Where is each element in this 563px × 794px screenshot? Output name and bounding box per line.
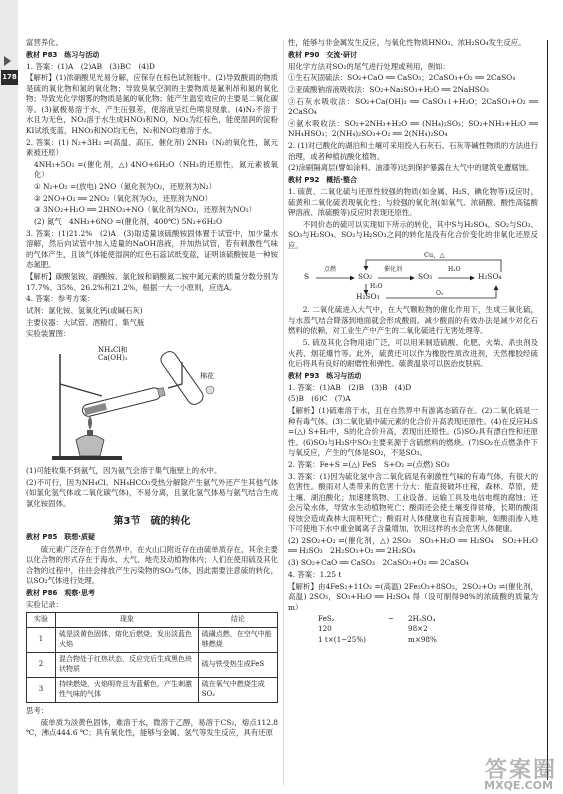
text-line: 思考： — [26, 705, 49, 715]
table-cell: 3 — [27, 677, 56, 702]
equation-line: ③ 3NO₂+H₂O ══ 2HNO₃+NO（氧化剂为NO₂，还原剂为NO₂） — [34, 205, 257, 215]
diagram-label-water: H₂O — [448, 266, 461, 274]
table-header-row — [27, 613, 278, 628]
diagram-label-catalyst: 催化剂 — [384, 266, 403, 274]
table-header-cell: 结论 — [198, 613, 277, 628]
answer-paragraph: 3. 答案：(1)因为硫化氢中含二氧化硫是有刺激性气味的有毒气体，有很大的危害性。酸雨对人类带来的危害十分大：能直接破坏庄稼，森林、草原，使土壤、湖泊酸化；加速建筑物、工业设备、运输工具及电信电缆的腐蚀；还会污染水体，导致水生动植物死亡；酸雨还会使土壤变得贫瘠，长期的酸雨侵蚀会造成森林大面积死亡；酸雨对人体健康也有直接影响，如酸雨渗入地下可使地下水中重金属离子含量增加，饮用这样的水会危害人体健康。 — [288, 471, 538, 534]
calc-cell: ~ — [388, 614, 395, 624]
right-margin-line — [547, 40, 548, 780]
diagram-node-h2so3: H₂SO₃ — [356, 292, 380, 302]
table-header-cell: 现象 — [56, 613, 199, 628]
text-paragraph: 硫单质为淡黄色固体，难溶于水，微溶于乙醇，易溶于CS₂，熔点112.8 ℃，沸点444.6 ℃；具有氧化性，能够与金属、氢气等发生反应，具有还原 — [26, 717, 278, 738]
text-line: 主要仪器：大试管、酒精灯、集气瓶 — [26, 317, 145, 327]
equation-line: ② 2NO+O₂ ══ 2NO₂（氧化剂为O₂，还原剂为NO） — [34, 193, 213, 203]
section-title: 第3节 硫的转化 — [113, 516, 191, 528]
calc-cell: FeS₂ — [318, 614, 335, 624]
text-paragraph: 硫元素广泛存在于自然界中，在火山口附近存在由硫单质存在，其余主要以化合物的形式存在于海水、大气、地壳及动植物体内；人们在使用硫及其化合物的过程中，往往会排放产生污染物的SO₂气体，因此需要注意硫的转化，以SO₂气体进行处理。 — [26, 544, 278, 586]
equation-line: ④氨水吸收法：SO₂+2NH₃+H₂O ══ (NH₄)₂SO₃；SO₂+NH₃+H₂O ══ NH₄HSO₃；2(NH₄)₂SO₃+O₂ ══ 2(NH₄)₂SO₄ — [288, 118, 538, 139]
page-sidebar — [0, 0, 18, 794]
textbook-section-heading: 教材 P85 联想·质疑 — [26, 533, 95, 542]
text-paragraph: 1. 硫黄、二氧化硫与还原性较强的物质(如金属、H₂S、碘化物等)反应时，硫黄和二氧化硫表现氧化性；与较强的氧化剂(如氧气、浓硝酸、酸性高锰酸钾溶液、浓硫酸等)反应时表现还原性。 — [288, 187, 538, 218]
answer-line: 1. 答案：(1)AB (2)B (3)B (4)D — [288, 382, 412, 392]
explanation-paragraph: 【解析】由4FeS₂+11O₂ =(高温) 2Fe₂O₃+8SO₂，2SO₂+O₂ ⇌(催化剂，高温) 2SO₃，SO₃+H₂O ══ H₂SO₄ 得（设可制得98%的浓硫酸的质量为m） — [288, 581, 538, 612]
equation-line: (3) SO₂+CaO ══ CaSO₃ 2CaSO₃+O₂ ══ 2CaSO₄ — [288, 558, 469, 568]
stoichiometry-calculation — [318, 614, 538, 645]
equation-line: ③石灰水吸收法：SO₂+Ca(OH)₂ ══ CaSO₃↓+H₂O；2CaSO₃+O₂ ══ 2CaSO₄ — [288, 96, 538, 117]
table-cell: 硫是淡黄色固体，熔化后燃烧，发出淡蓝色火焰 — [56, 628, 199, 653]
table-header-cell: 实验 — [27, 613, 56, 628]
text-line: (1)可能收集不到氨气，因为氨气会溶于集气瓶壁上的水中。 — [26, 465, 222, 475]
explanation-paragraph: 【解析】(1)浓硝酸见光易分解，应保存在棕色试剂瓶中。(2)导致酸雨的物质是硫的氧化物和氮的氧化物；导致臭氧空洞的主要物质是氟利昂和氮的氧化物；导致光化学烟雾的物质是氮的氧化物；能产生温室效应的主要是二氧化碳等。(3)氨极易溶于水，产生压强差，使溶液呈红色喷泉现象。(4)N₂不溶于水且为无色，NO₂溶于水生成HNO₃和NO，NO₂为红棕色，能使湿润的淀粉KI试纸变蓝，HNO₃和NO均无色，N₂和NO均难溶于水。 — [26, 73, 278, 135]
text-paragraph: 5. 硫及其化合物用途广泛，可以用来制造硫酸、化肥、火柴、杀虫剂及火药、烟花爆竹等。此外，硫黄还可以作为橡胶性质改进剂，天然橡胶经硫化后将具有良好的耐磨性和弹性。硫黄温泉可以医治皮肤病。 — [288, 338, 538, 369]
equation-line: (2) 2SO₂+O₂ ⇌(催化剂，△) 2SO₃ SO₃+H₂O ══ H₂SO₄ SO₂+H₂O ══ H₂SO₃ 2H₂SO₃+O₂ ══ 2H₂SO₄ — [288, 535, 538, 556]
table-row — [27, 677, 278, 702]
apparatus-reagent-label-1: NH₄Cl和 — [98, 345, 128, 354]
answer-line: 4. 答案：参考方案： — [26, 294, 95, 304]
text-paragraph: (2)不可行，因为NH₄Cl、NH₄HCO₃受热分解除产生氨气外还产生其他气体(如氯化氢气体或二氧化碳气体)，不易分离，且氯化氢气体易与氨气结合生成氯化铵固体。 — [26, 477, 278, 508]
calc-cell: 98×2 — [408, 624, 428, 634]
answer-paragraph: 3. 答案：(1)21.2% (2)A (3)取适量该硫酸铵固体置于试管中，加少量水溶解，然后向试管中加入适量的NaOH溶液，并加热试管，若有刺激性气味的气体产生，且该气体能使湿润的红色石蕊试纸变蓝，证明该硫酸铵是一种铵态氮肥。 — [26, 228, 278, 270]
right-column — [288, 38, 538, 645]
text-line: 用化学方法对SO₂的尾气进行处理或利用，例如： — [288, 61, 450, 71]
text-paragraph: 不同价态的硫可以实现如下所示的转化，其中S与H₂SO₄、SO₂与SO₃、SO₃与H₂SO₄、SO₂与H₂SO₃之间的转化是没有化合价变化的非氧化还原反应。 — [288, 219, 538, 250]
table-cell: 混合物处于红热状态，反应完后生成黑色块状物质 — [56, 653, 199, 678]
textbook-section-heading: 教材 P93 练习与活动 — [288, 371, 362, 380]
equation-line: ①生石灰固硫法：SO₂+CaO ══ CaSO₃；2CaSO₃+O₂ ══ 2CaSO₄ — [288, 73, 516, 83]
equation-line: ②亚硫酸钠溶液吸收法：SO₂+Na₂SO₃+H₂O ══ 2NaHSO₃ — [288, 85, 489, 95]
page-number: 178 — [1, 70, 18, 85]
watermark-url: MXQE.COM — [484, 779, 553, 793]
equation-line: (2) 氮气 4NH₃+6NO =(催化剂，400℃) 5N₂+6H₂O — [34, 217, 223, 227]
diagram-node-s: S — [304, 272, 310, 282]
answer-line: 2. 答案：Fe+S =(△) FeS S+O₂ =(点燃) SO₂ — [288, 459, 450, 469]
answer-line: (5)B (6)C (7)A — [288, 394, 351, 404]
experiment-table — [26, 612, 278, 703]
diagram-label-water-2: H₂O — [370, 283, 383, 291]
calc-cell: m×98% — [408, 634, 437, 644]
equation-line: 4NH₃+5O₂ =(催化剂，△) 4NO+6H₂O（NH₃的还原性，氮元素被氧化） — [34, 159, 278, 180]
table-row — [27, 653, 278, 678]
diagram-label-oxygen: O₂ — [436, 290, 444, 298]
explanation-paragraph: 【解析】碳酸氢铵、硝酸铵、氯化铵和硝酸氮二铵中氮元素的质量分数分别为17.7%、35%、26.2%和21.2%，根据一大一小原则，应选A。 — [26, 272, 278, 292]
textbook-section-heading: 教材 P90 交流·研讨 — [288, 50, 357, 59]
calc-cell: 120 — [318, 624, 332, 634]
text-line: 实验记录： — [26, 599, 63, 609]
watermark-logo: 答案圈 — [484, 757, 557, 783]
calc-cell: 1 t×(1−25%) — [318, 634, 366, 644]
text-paragraph: 2. (1)对已酸化的湖泊和土壤可采用投入石灰石、石灰等碱性物质的方法进行治理，或者种植抗酸化植物。 — [288, 141, 538, 161]
calc-cell: 2H₂SO₄ — [408, 614, 436, 624]
textbook-section-heading: 教材 P86 观察·思考 — [26, 588, 95, 597]
textbook-section-heading: 教材 P83 练习与活动 — [26, 50, 100, 59]
explanation-paragraph: 【解析】(1)硫难溶于水，且在自然界中有游离态硫存在。(2)二氧化硫是一种有毒气体。(3)二氧化硫中硫元素的化合价升高表现还原性。(4)在反应H₂S =(△) S+H₂中，S的化合价升高，表现出还原性。(5)SO₂具有漂白性和还原性。(6)SO₂与H₂S中SO₂主要来源于含硫燃料的燃烧。(7)SO₂在点燃条件下与氧反应，产生的气体是SO₂，不是SO₃。 — [288, 406, 538, 458]
text-line: 实验装置图： — [26, 329, 71, 339]
equation-line: ① N₂+O₂ =(放电) 2NO（氮化剂为O₂，还原剂为N₂） — [34, 182, 217, 192]
diagram-node-so3: SO₃ — [418, 272, 433, 282]
textbook-section-heading: 教材 P92 概括·整合 — [288, 175, 357, 184]
text-line: 试剂：氯化铵、氢氧化钙(或碱石灰) — [26, 306, 143, 316]
table-cell: 硫与铁受热生成FeS — [198, 653, 277, 678]
text-paragraph: (2)涂刷隔离层(譬如涂料、油漆等)达到保护暴露在大气中的建筑免遭腐蚀。 — [288, 163, 534, 173]
diagram-label-ignite: 点燃 — [324, 266, 337, 274]
apparatus-reagent-label-2: Ca(OH)₂ — [98, 354, 128, 363]
diagram-label-cu: Cu，△ — [424, 251, 445, 260]
arrow-marker-icon — [4, 56, 11, 66]
table-cell: 2 — [27, 653, 56, 678]
text-line: 富营养化。 — [26, 38, 63, 47]
table-cell: 持续燃烧，火焰明亮且为蓝紫色，产生刺激性气味的气体 — [56, 677, 199, 702]
ammonia-apparatus-diagram — [42, 344, 242, 464]
sulfur-conversion-diagram — [296, 251, 526, 302]
diagram-node-so2: SO₂ — [358, 272, 373, 282]
table-row — [27, 628, 278, 653]
column-divider — [283, 40, 284, 785]
table-cell: 硫磺点燃，在空气中能够燃烧 — [198, 628, 277, 653]
answer-line: 1. 答案：(1)A (2)AB (3)BC (4)D — [26, 61, 155, 71]
table-cell: 硫在氧气中燃烧生成SO₂ — [198, 677, 277, 702]
text-line: 性，能够与非金属发生反应，与氧化性物质HNO₃、浓H₂SO₄发生反应。 — [288, 38, 526, 47]
apparatus-drawing — [42, 344, 242, 464]
table-cell: 1 — [27, 628, 56, 653]
text-paragraph: 2. 二氧化硫进入大气中，在大气颗粒物的催化作用下，生成三氧化硫，与水蒸气结合降落到地面就会形成酸雨。减少酸雨的有效办法是减少对化石燃料的依赖，对工业生产中产生的二氧化硫进行无害处理等。 — [288, 305, 538, 336]
answer-line: 2. 答案：(1) N₂+3H₂ ⇌(高温、高压、催化剂) 2NH₃（N₂的氧化性，氮元素被还原） — [26, 137, 278, 158]
apparatus-cotton-label: 棉花 — [200, 371, 214, 380]
answer-line: 4. 答案：1.25 t — [288, 569, 342, 579]
diagram-node-h2so4: H₂SO₄ — [478, 272, 502, 282]
left-column — [26, 38, 278, 740]
